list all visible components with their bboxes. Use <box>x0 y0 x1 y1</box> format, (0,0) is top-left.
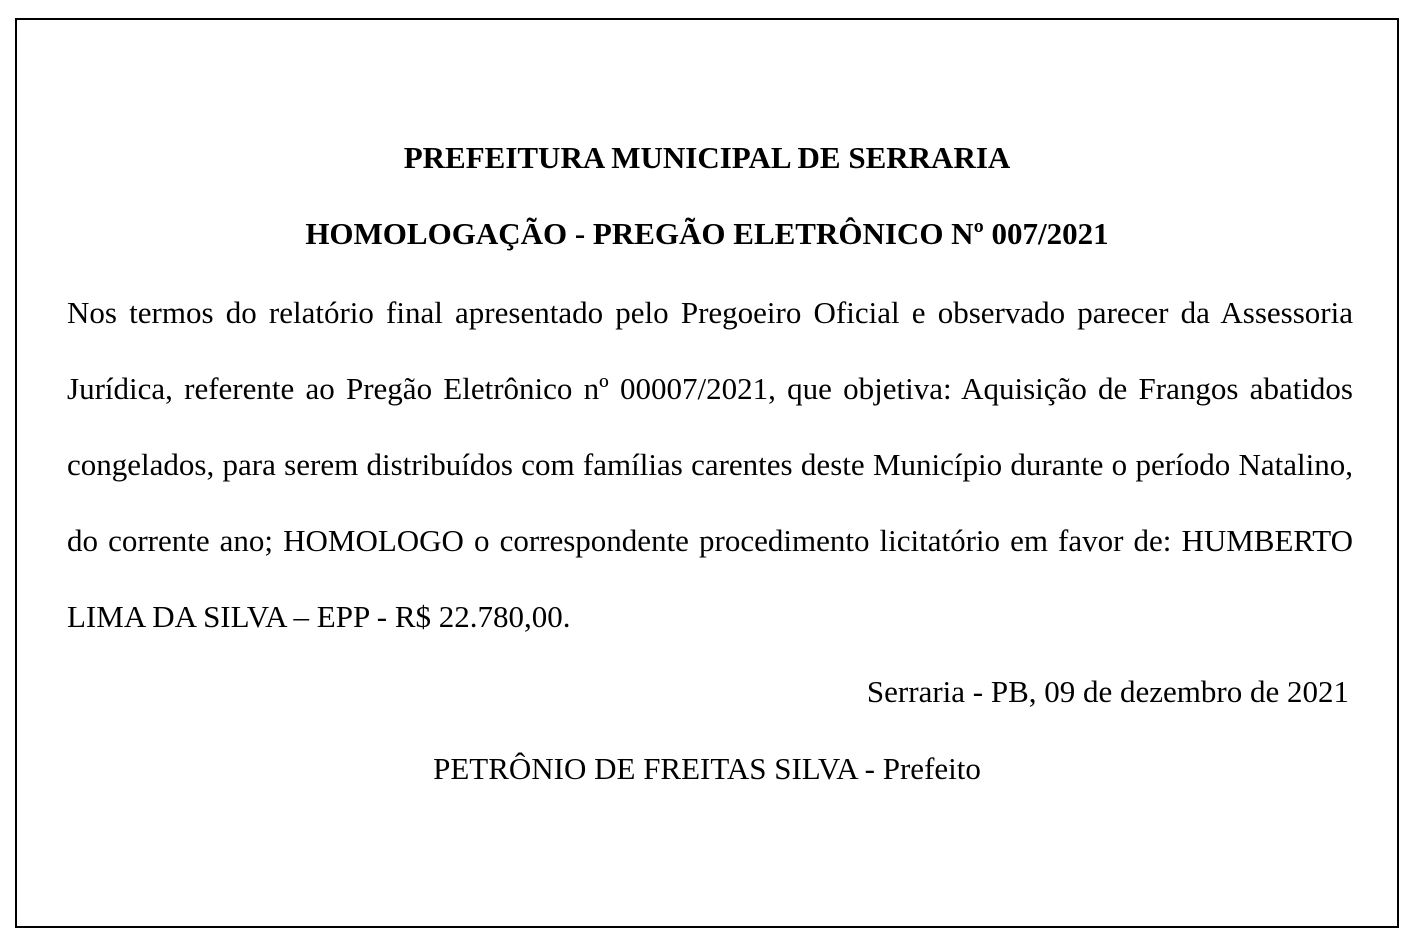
signature-line: PETRÔNIO DE FREITAS SILVA - Prefeito <box>433 751 981 786</box>
document-title: HOMOLOGAÇÃO - PREGÃO ELETRÔNICO Nº 007/2021 <box>305 216 1109 251</box>
notice-body: Nos termos do relatório final apresentado pelo Pregoeiro Oficial e observado parecer da Assessoria Jurídica, referente ao Pregão Eletrônico nº 00007/2021, que objetiva: Aquisição de Frangos abatidos congelados, para serem distribuídos com famílias carentes deste Município durante o período Natalino, do corrente ano; HOMOLOGO o correspondente procedimento licitatório em favor de: HUMBERTO LIMA DA SILVA – EPP - R$ 22.780,00. <box>67 295 1353 634</box>
date-line: Serraria - PB, 09 de dezembro de 2021 <box>866 674 1349 709</box>
notice-frame <box>15 18 1399 928</box>
organization-title: PREFEITURA MUNICIPAL DE SERRARIA <box>403 140 1011 175</box>
